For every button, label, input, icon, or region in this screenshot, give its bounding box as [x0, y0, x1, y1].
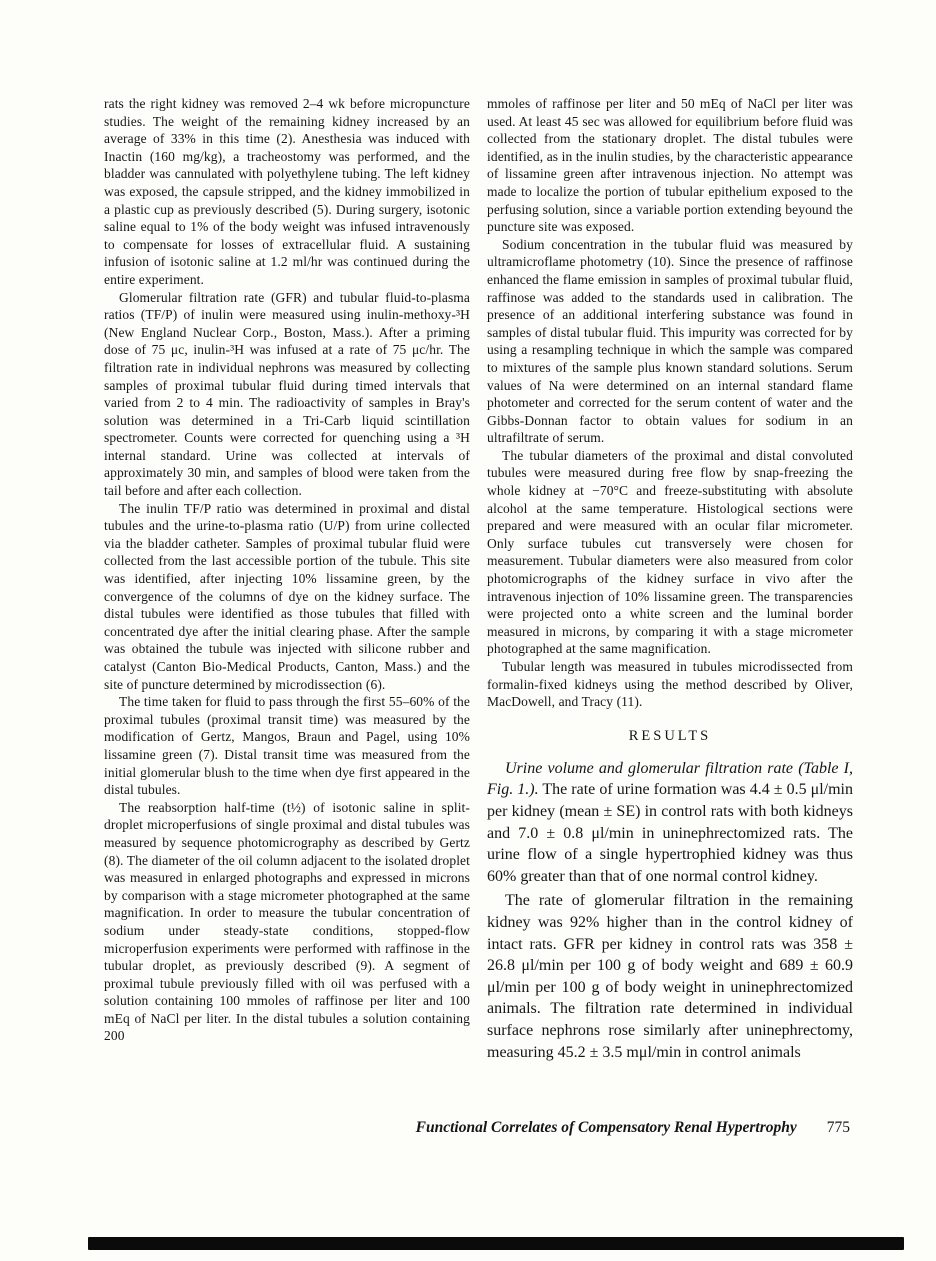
results-heading: RESULTS	[628, 727, 712, 744]
page-footer	[104, 1119, 850, 1137]
text-columns	[104, 95, 853, 1066]
results-text: The rate of glomerular filtration in the remaining kidney was 92% higher than in the control kidney of intact rats. GFR per kidney in control rats was 358 ± 26.8 μl/min per 100 g of body weight and 689 ± 60.9 μl/min per 100 g of body weight in uninephrectomized animals. The filtration rate determined in individual surface nephrons rose similarly after uninephrectomy, measuring 45.2 ± 3.5 mμl/min in control animals	[487, 892, 853, 1061]
methods-paragraph: rats the right kidney was removed 2–4 wk before micropuncture studies. The weight of the remaining kidney increased by an average of 33% in this time (2). Anesthesia was induced with Inactin (160 mg/kg), a tracheostomy was performed, and the bladder was cannulated with polyethylene tubing. The left kidney was exposed, the capsule stripped, and the kidney immobilized in a plastic cup as previously described (5). During surgery, isotonic saline equal to 1% of the body weight was infused intravenously to compensate for losses of extracellular fluid. A sustaining infusion of isotonic saline at 1.2 ml/hr was continued during the entire experiment.	[104, 96, 470, 287]
left-column	[104, 95, 470, 1066]
methods-paragraph: Glomerular filtration rate (GFR) and tubular fluid-to-plasma ratios (TF/P) of inulin were measured using inulin-methoxy-³H (New England Nuclear Corp., Boston, Mass.). After a priming dose of 75 μc, inulin-³H was infused at a rate of 75 μc/hr. The filtration rate in individual nephrons was measured by collecting samples of proximal tubular fluid during timed intervals that varied from 2 to 4 min. The radioactivity of samples in Bray's solution was determined in a Tri-Carb liquid scintillation spectrometer. Counts were corrected for quenching using a ³H internal standard. Urine was collected at intervals of approximately 30 min, and samples of blood were taken from the tail before and after each collection.	[104, 289, 470, 499]
results-text: The rate of urine formation was 4.4 ± 0.5 μl/min per kidney (mean ± SE) in control rats with both kidneys and 7.0 ± 0.8 μl/min in uninephrectomized rats. The urine flow of a single hypertrophied kidney was thus 60% greater than that of one normal control kidney.	[487, 781, 854, 885]
results-lead-in: Urine volume and glomerular filtration rate (Table I, Fig. 1.).	[487, 759, 853, 799]
methods-paragraph: mmoles of raffinose per liter and 50 mEq of NaCl per liter was used. At least 45 sec was allowed for equilibrium before fluid was collected from the stationary droplet. The distal tubules were identified, as in the inulin studies, by the characteristic appearance of lissamine green after intravenous injection. No attempt was made to localize the portion of tubular epithelium exposed to the perfusing solution, since a variable portion extending beyound the puncture site was exposed.	[487, 96, 853, 235]
methods-paragraph: The time taken for fluid to pass through the first 55–60% of the proximal tubules (proximal transit time) was measured by the modification of Gertz, Mangos, Braun and Pagel, using 10% lissamine green (7). Distal transit time was measured from the initial glomerular blush to the time when dye first appeared in the distal tubules.	[104, 694, 470, 798]
methods-paragraph: Tubular length was measured in tubules microdissected from formalin-fixed kidneys using the method described by Oliver, MacDowell, and Tracy (11).	[487, 659, 853, 710]
page-number: 775	[826, 1119, 850, 1136]
methods-paragraph: Sodium concentration in the tubular fluid was measured by ultramicroflame photometry (10). Since the presence of raffinose enhanced the flame emission in samples of proximal tubular fluid, raffinose was added to the standards used in calibration. The presence of an additional interfering substance was found in samples of distal tubular fluid. This impurity was corrected for by using a resampling technique in which the sample was compared to mixtures of the sample plus known standard solutions. Serum values of Na were determined on an internal standard flame photometer and corrected for the serum content of water and the Gibbs-Donnan factor to obtain values for sodium in an ultrafiltrate of serum.	[487, 236, 853, 446]
methods-paragraph: The reabsorption half-time (t½) of isotonic saline in split-droplet microperfusions of single proximal and distal tubules was measured by sequence photomicrography as described by Gertz (8). The diameter of the oil column adjacent to the isolated droplet was measured in enlarged photographs and expressed in microns by comparison with a stage micrometer photographed at the same magnification. In order to measure the tubular concentration of sodium under steady-state conditions, stopped-flow microperfusion experiments were performed with raffinose in the tubular droplet, as previously described (9). A segment of proximal tubule previously filled with oil was perfused with a solution containing 100 mmoles of raffinose per liter and 100 mEq of NaCl per liter. In the distal tubules a solution containing 200	[104, 799, 470, 1044]
methods-paragraph: The tubular diameters of the proximal and distal convoluted tubules were measured during free flow by snap-freezing the whole kidney at −70°C and freeze-substituting with absolute alcohol at the same temperature. Histological sections were prepared and were measured with an ocular filar micrometer. Only surface tubules cut transversely were chosen for measurement. Tubular diameters were also measured from color photomicrographs of the kidney surface in vivo after the intravenous injection of 10% lissamine green. The transparencies were projected onto a white screen and the luminal border measured in microns, by comparing it with a stage micrometer photographed at the same magnification.	[487, 447, 853, 657]
right-column	[487, 95, 853, 1066]
results-paragraph	[487, 890, 853, 1063]
results-paragraph	[487, 758, 853, 888]
running-title: Functional Correlates of Compensatory Renal Hypertrophy	[415, 1119, 797, 1136]
scan-artifact-bar	[88, 1237, 904, 1250]
methods-paragraph: The inulin TF/P ratio was determined in proximal and distal tubules and the urine-to-plasma ratio (U/P) from urine collected via the bladder catheter. Samples of proximal tubular fluid were collected from the last accessible portion of the tubule. This site was identified, after injecting 10% lissamine green, by the convergence of the columns of dye on the kidney surface. The distal tubules were identified as those tubules that filled with concentrated dye after the initial clearing phase. After the sample was obtained the tubule was injected with silicone rubber and catalyst (Canton Bio-Medical Products, Canton, Mass.) and the site of puncture determined by microdissection (6).	[104, 500, 470, 692]
